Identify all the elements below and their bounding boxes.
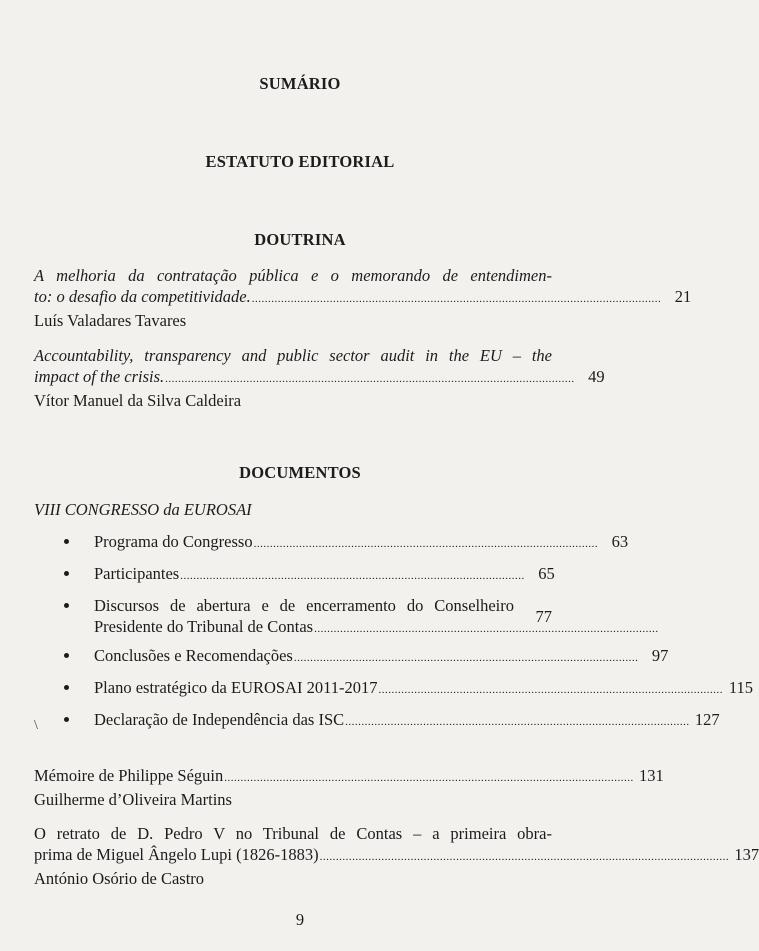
page-ref: 115 [728, 678, 754, 697]
bullet-icon [64, 603, 69, 608]
leader-dots: .......................................................................................................... [345, 716, 690, 728]
page-ref: 65 [538, 564, 555, 583]
sumario-heading: SUMÁRIO [259, 74, 341, 93]
bullet-icon [64, 571, 69, 576]
documentos-heading: DOCUMENTOS [239, 463, 361, 482]
entry-title: Accountability, transparency and public sector audit in the EU – the [34, 346, 552, 365]
entry-author: Guilherme d’Oliveira Martins [34, 790, 232, 809]
leader-dots: .............................................................................................................................. [251, 293, 662, 305]
leader-dots: .......................................................................................................... [378, 684, 724, 696]
entry-title: prima de Miguel Ângelo Lupi (1826-1883) [34, 845, 319, 864]
leader-dots: .......................................................................................................... [253, 538, 599, 550]
toc-entry [34, 765, 664, 810]
page-number: 9 [295, 910, 305, 929]
leader-dots: .......................................................................................................... [293, 652, 639, 664]
entry-author: Luís Valadares Tavares [34, 311, 187, 330]
leader-dots: .............................................................................................................................. [319, 851, 730, 863]
bullet-icon [64, 717, 69, 722]
page-ref: 97 [651, 646, 669, 665]
page-ref: 127 [694, 710, 720, 729]
stray-mark: \ [34, 718, 38, 733]
item-text: Presidente do Tribunal de Contas [94, 617, 314, 636]
leader-dots: .......................................................................................................... [180, 570, 525, 582]
item-text: Declaração de Independência das ISC [94, 710, 345, 729]
entry-title: O retrato de D. Pedro V no Tribunal de Contas – a primeira obra- [34, 824, 552, 843]
page-ref: 137 [734, 845, 759, 864]
toc-entry [34, 823, 759, 889]
page-ref: 49 [588, 367, 605, 386]
estatuto-editorial-heading: ESTATUTO EDITORIAL [205, 152, 395, 171]
bullet-icon [64, 653, 69, 658]
leader-dots: .............................................................................................................................. [165, 373, 575, 385]
congress-title: VIII CONGRESSO da EUROSAI [34, 500, 252, 519]
bullet-icon [64, 685, 69, 690]
page-ref: 77 [535, 607, 552, 626]
item-text: Participantes [94, 564, 180, 583]
item-text: Plano estratégico da EUROSAI 2011-2017 [94, 678, 378, 697]
item-text: Conclusões e Recomendações [94, 646, 293, 665]
leader-dots: .............................................................................................................................. [224, 772, 634, 784]
item-text: Discursos de abertura e de encerramento do Conselheiro [94, 596, 514, 615]
doutrina-heading: DOUTRINA [254, 230, 346, 249]
toc-entry [34, 345, 605, 411]
entry-author: António Osório de Castro [34, 869, 205, 888]
entry-title: to: o desafio da competitividade. [34, 287, 251, 306]
page-ref: 21 [674, 287, 692, 306]
leader-dots: .......................................................................................................... [314, 623, 659, 635]
entry-author: Vítor Manuel da Silva Caldeira [34, 391, 242, 410]
bullet-icon [64, 539, 69, 544]
page-ref: 131 [639, 766, 664, 785]
entry-title: impact of the crisis. [34, 367, 165, 386]
entry-title: A melhoria da contratação pública e o memorando de entendimen- [34, 266, 552, 285]
page-ref: 63 [611, 532, 629, 551]
item-text: Programa do Congresso [94, 532, 253, 551]
entry-title: Mémoire de Philippe Séguin [34, 766, 224, 785]
toc-entry [34, 265, 692, 331]
